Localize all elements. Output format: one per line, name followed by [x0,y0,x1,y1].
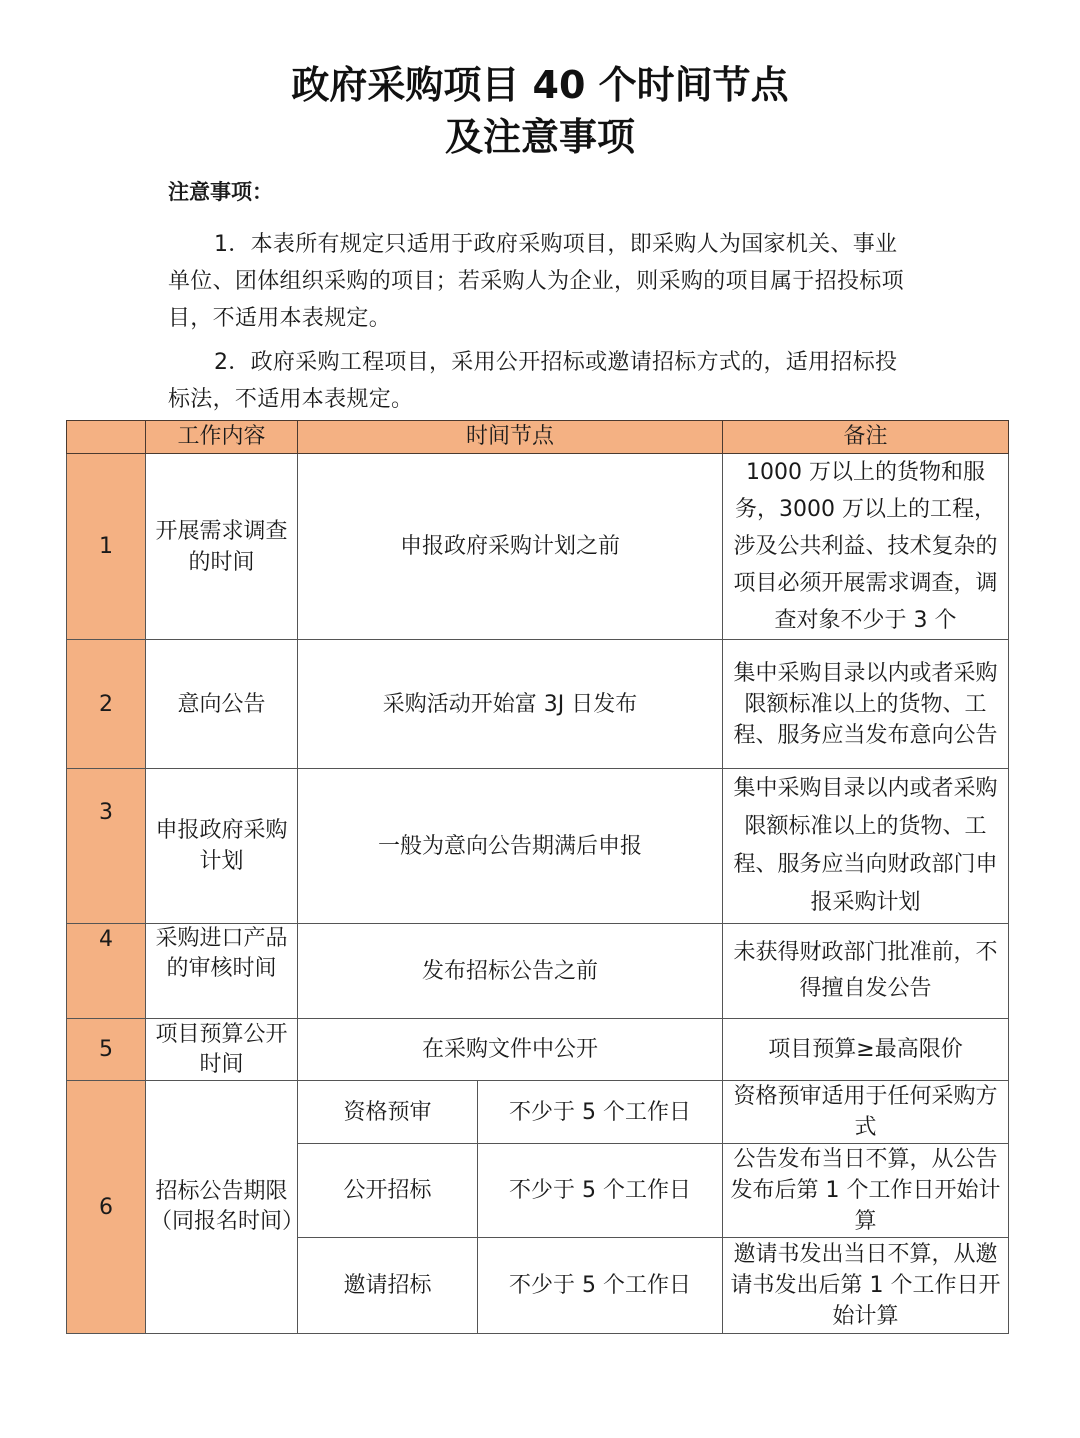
document-title-line2: 及注意事项 [444,115,635,159]
table-row [67,640,1009,769]
row-number: 6 [67,1081,146,1334]
sub-type: 资格预审 [298,1081,478,1144]
sub-time: 不少于 5 个工作日 [478,1144,723,1238]
timeline-table [66,420,1009,1334]
sub-time: 不少于 5 个工作日 [478,1238,723,1334]
row-number: 1 [67,454,146,640]
row-work: 采购进口产品的审核时间 [146,924,298,1019]
row-work: 申报政府采购计划 [146,769,298,924]
header-remark: 备注 [723,421,1009,454]
table-row [67,769,1009,924]
sub-type: 邀请招标 [298,1238,478,1334]
header-work: 工作内容 [146,421,298,454]
row-number: 5 [67,1019,146,1081]
table-header-row [67,421,1009,454]
sub-remark: 邀请书发出当日不算，从邀请书发出后第 1 个工作日开始计算 [723,1238,1009,1334]
note-item-1: 1．本表所有规定只适用于政府采购项目，即采购人为国家机关、事业单位、团体组织采购的项目；若采购人为企业，则采购的项目属于招投标项目，不适用本表规定。 [168,232,904,331]
table-row [67,454,1009,640]
notes-heading: 注意事项： [168,180,273,204]
row-remark: 集中采购目录以内或者采购限额标准以上的货物、工程、服务应当向财政部门申报采购计划 [723,769,1009,924]
sub-time: 不少于 5 个工作日 [478,1081,723,1144]
table-row [67,1019,1009,1081]
sub-type: 公开招标 [298,1144,478,1238]
header-index [67,421,146,454]
sub-remark: 资格预审适用于任何采购方式 [723,1081,1009,1144]
document-title-line1: 政府采购项目 40 个时间节点 [291,63,789,107]
row-work: 项目预算公开时间 [146,1019,298,1081]
sub-remark: 公告发布当日不算，从公告发布后第 1 个工作日开始计算 [723,1144,1009,1238]
row-number: 2 [67,640,146,769]
row-remark: 集中采购目录以内或者采购限额标准以上的货物、工程、服务应当发布意向公告 [723,640,1009,769]
row-work: 开展需求调查的时间 [146,454,298,640]
row-time: 申报政府采购计划之前 [298,454,723,640]
row-time: 发布招标公告之前 [298,924,723,1019]
row-remark: 1000 万以上的货物和服务，3000 万以上的工程，涉及公共利益、技术复杂的项目必须开展需求调查，调查对象不少于 3 个 [723,454,1009,640]
row-remark: 项目预算≥最高限价 [723,1019,1009,1081]
row-number: 3 [67,769,146,924]
row-number: 4 [67,924,146,1019]
row-work: 意向公告 [146,640,298,769]
note-item-2: 2．政府采购工程项目，采用公开招标或邀请招标方式的，适用招标投标法，不适用本表规定。 [168,350,898,412]
row-remark: 未获得财政部门批准前，不得擅自发公告 [723,924,1009,1019]
row-time: 在采购文件中公开 [298,1019,723,1081]
table-row [67,1081,1009,1144]
header-time: 时间节点 [298,421,723,454]
table-row [67,924,1009,1019]
row-work: 招标公告期限（同报名时间） [146,1081,298,1334]
row-time: 一般为意向公告期满后申报 [298,769,723,924]
row-time: 采购活动开始富 3J 日发布 [298,640,723,769]
